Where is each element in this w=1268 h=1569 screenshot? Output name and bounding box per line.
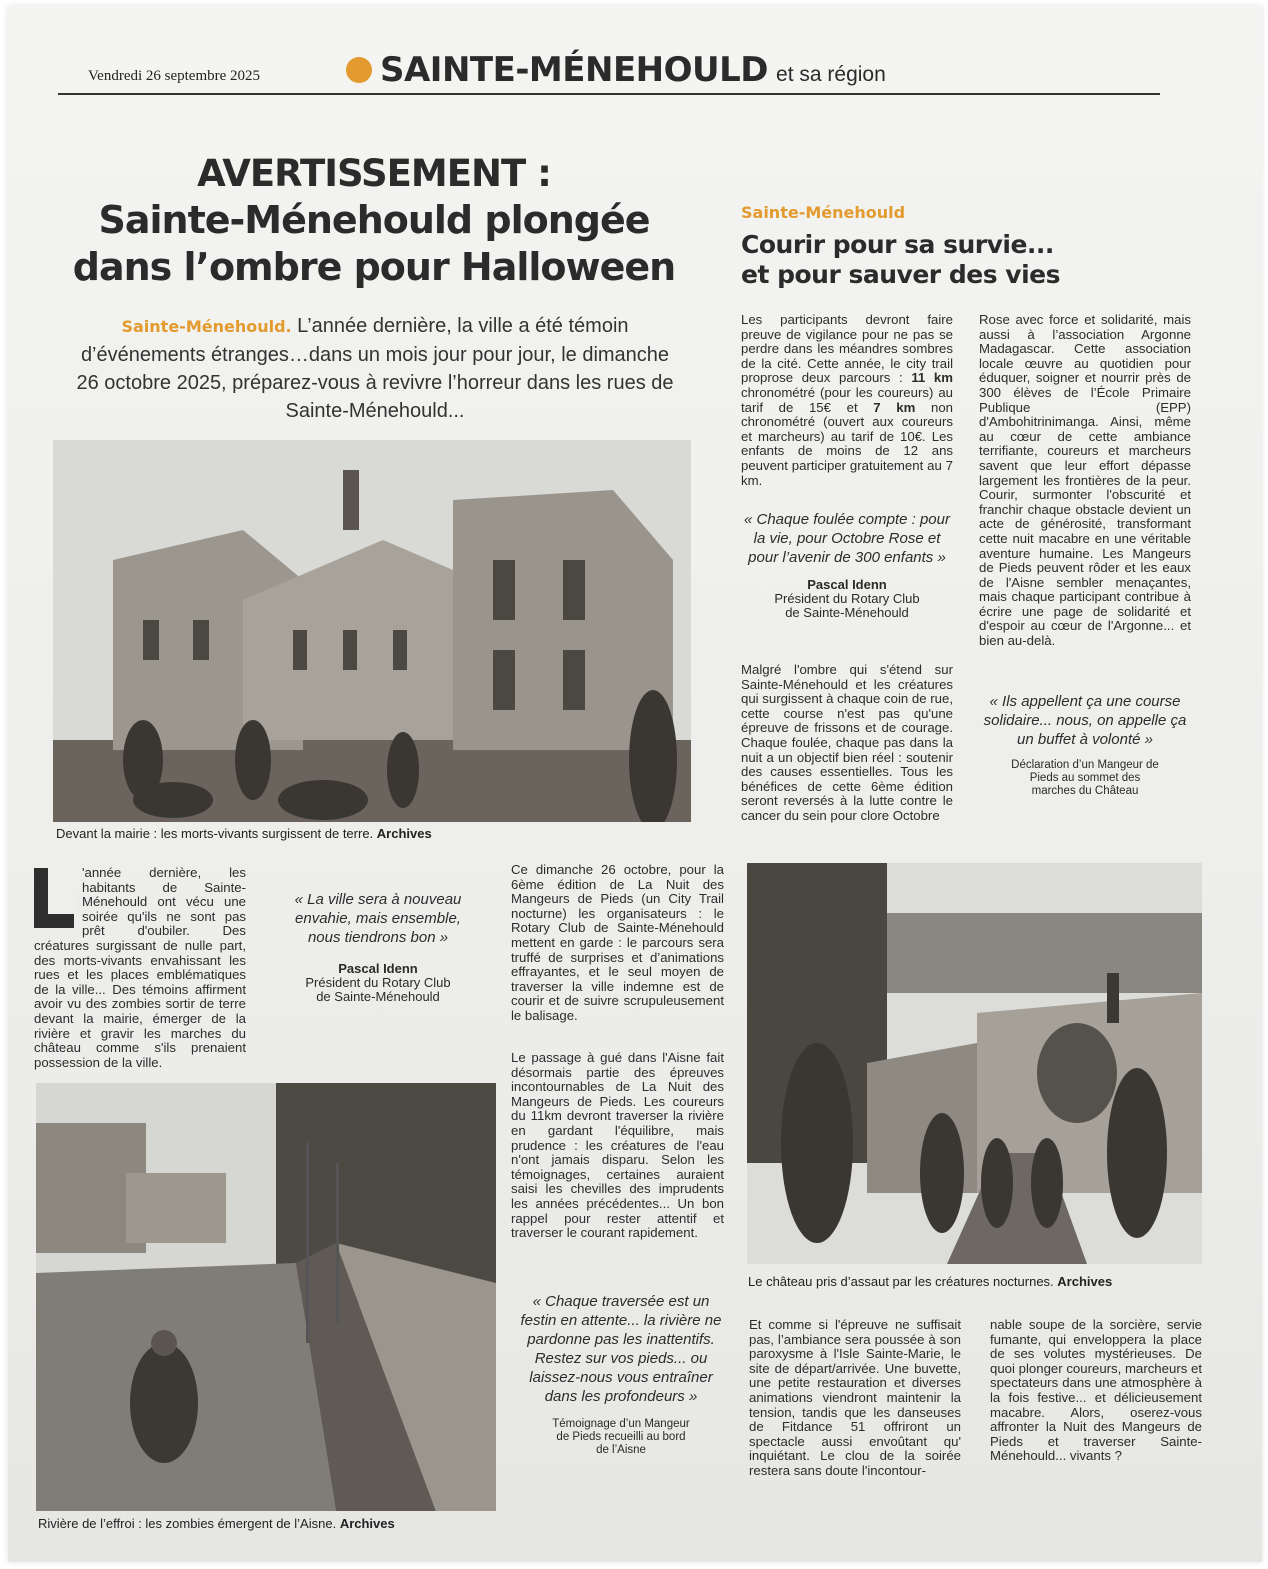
drop-cap-letter	[34, 868, 74, 928]
header-rule	[58, 93, 1160, 95]
quote-attribution: marches du Château	[1031, 785, 1139, 797]
caption-credit: Archives	[1057, 1274, 1113, 1289]
text-run: non chronométré (ouvert aux coureurs et marcheurs) au tarif de 10€. Les enfants de moins de 12 ans peuvent participer gratuitement au 7 km.	[741, 399, 954, 488]
quote-role: Président du Rotary Club	[774, 591, 920, 606]
main-body-4: Et comme si l'épreuve ne suffisait pas, l’ambiance sera poussée à son paroxysme à l'Isle Sainte-Marie, le site de départ/arrivée. Une buvette, une petite restauration et diverses animations viendront maintenir la tension, tandis que les danseuses de Fitdance 51 offriront un spectacle aussi envoûtant qu' inquiétant. Le clou de la soirée restera sans doute l'incontour-	[749, 1317, 961, 1478]
main-body-5: nable soupe de la sorcière, servie fumante, qui enveloppera la place de ses volutes mystérieuses. De quoi plonger coureurs, marcheurs et spectateurs dans une atmosphère à la fois festive... et délicieusement macabre. Alors, oserez-vous affronter la Nuit des Mangeurs de Pieds et traverser Sainte-Ménehould... vivants ?	[990, 1317, 1202, 1464]
section-masthead	[346, 50, 886, 90]
castle-stairs-zombies-photo	[747, 863, 1202, 1264]
issue-date: Vendredi 26 septembre 2025	[88, 68, 261, 84]
main-headline	[34, 150, 714, 291]
section-subtitle: et sa région	[776, 63, 886, 86]
caption-credit: Archives	[376, 826, 432, 841]
photo1-caption	[56, 826, 432, 841]
main-pull-quote-1	[278, 890, 478, 1004]
side-headline-line-1: Courir pour sa survie...	[741, 230, 1054, 259]
side-headline	[741, 230, 1060, 290]
section-title: SAINTE-MÉNEHOULD	[380, 50, 769, 90]
quote-role: de Sainte-Ménehould	[785, 605, 909, 620]
caption-text: Devant la mairie : les morts-vivants surgissent de terre.	[56, 826, 374, 841]
main-body-3: Le passage à gué dans l'Aisne fait désormais partie des épreuves incontournables de La Nuit des Mangeurs de Pieds. Les coureurs du 11km devront traverser la rivière en gardant l'équilibre, mais prudence : les créatures de l'eau n'ont jamais disparu. Selon les témoignages, certaines auraient saisi les chevilles des imprudents les années précédentes... Un bon rappel pour rester attentif et traverser le courant rapidement.	[511, 1050, 724, 1241]
caption-credit: Archives	[339, 1516, 395, 1531]
side-paragraph-1	[741, 313, 953, 488]
quote-text: « Ils appellent ça une course solidaire... nous, on appelle ça un buffet à volonté »	[983, 693, 1187, 748]
quote-attribution: de Pieds recueilli au bord	[556, 1431, 686, 1443]
orange-dot-icon	[346, 57, 372, 83]
quote-attribution: Pieds au sommet des	[1029, 772, 1141, 784]
quote-author: Pascal Idenn	[338, 961, 418, 976]
caption-text: Rivière de l’effroi : les zombies émergent de l’Aisne.	[38, 1516, 337, 1531]
photo2-caption	[38, 1516, 395, 1531]
distance-7km: 7 km	[873, 399, 916, 415]
caption-text: Le château pris d’assaut par les créatures nocturnes.	[748, 1274, 1054, 1289]
side-paragraph-2: Malgré l'ombre qui s'étend sur Sainte-Ménehould et les créatures qui surgissent à chaque coin de rue, cette course n'est pas qu'une épreuve de frissons et de courage. Chaque foulée, chaque pas dans la nuit a un objectif bien réel : soutenir des causes essentielles. Tous les bénéfices de cette 6ème édition seront reversés à la lutte contre le cancer du sein pour clore Octobre	[741, 662, 953, 823]
lead-text: L’année dernière, la ville a été témoin d’événements étranges…dans un mois jour pour jour, le dimanche 26 octobre 2025, préparez-vous à revivre l’horreur dans les rues de Sainte-Ménehould...	[76, 315, 674, 422]
quote-text: « La ville sera à nouveau envahie, mais ensemble, nous tiendrons bon »	[294, 891, 462, 946]
town-hall-zombies-photo	[53, 440, 691, 822]
side-kicker: Sainte-Ménehould	[741, 203, 906, 222]
distance-11km: 11 km	[911, 370, 953, 386]
quote-author: Pascal Idenn	[807, 577, 887, 592]
headline-line-2: Sainte-Ménehould plongée	[98, 198, 650, 242]
quote-text: « Chaque traversée est un festin en attente... la rivière ne pardonne pas les inattentifs. Restez sur vos pieds... ou laissez-nous vous entraîner dans les profondeurs »	[520, 1293, 722, 1405]
side-paragraph-3: Rose avec force et solidarité, mais aussi à l’association Argonne Madagascar. Cette association locale œuvre au quotidien pour éduquer, soigner et nourrir près de 300 élèves de l’École Primaire Publique (EPP) d'Ambohitrinimanga. Ainsi, même au cœur de cette ambiance terrifiante, coureurs et marcheurs savent que leur effort dépasse largement les frontières de la peur. Courir, surmonter l'obscurité et franchir chaque obstacle devient un acte de générosité, transformant cette nuit macabre en une véritable aventure humaine. Les Mangeurs de Pieds peuvent rôder et les eaux de l'Aisne sembler menaçantes, mais chaque participant contribue à écrire une page de solidarité et d'espoir au cœur de l'Argonne... et bien au-delà.	[979, 312, 1191, 649]
main-body-1	[34, 866, 246, 1070]
side-pull-quote-1	[741, 510, 953, 620]
main-body-2: Ce dimanche 26 octobre, pour la 6ème édition de La Nuit des Mangeurs de Pieds (un City Trail nocturne) les organisateurs : le Rotary Club de Sainte-Ménehould mettent en garde : le parcours sera truffé de surprises et d’animations effrayantes, et le seul moyen de traverser la ville indemne est de courir et de suivre scrupuleusement le balisage.	[511, 862, 724, 1023]
headline-line-1: AVERTISSEMENT :	[197, 152, 551, 195]
lead-paragraph	[70, 312, 680, 425]
quote-text: « Chaque foulée compte : pour la vie, pour Octobre Rose et pour l’avenir de 300 enfants »	[744, 511, 950, 566]
body-text: 'année dernière, les habitants de Sainte-Ménehould ont vécu une soirée qu'ils ne sont pas prêt d'oubiler. Des créatures surgissant de nulle part, des morts-vivants envahissant les rues et les places emblématiques de la ville... Des témoins affirment avoir vu des zombies sortir de terre devant la mairie, émerger de la rivière et gravir les marches du château comme s'ils prenaient possession de la ville.	[34, 865, 246, 1070]
lead-kicker: Sainte-Ménehould.	[121, 317, 292, 336]
side-headline-line-2: et pour sauver des vies	[741, 260, 1060, 289]
main-pull-quote-2	[515, 1292, 727, 1457]
drop-cap	[34, 868, 74, 928]
side-pull-quote-2	[979, 692, 1191, 798]
photo3-caption	[748, 1274, 1112, 1289]
quote-role: Président du Rotary Club	[305, 975, 451, 990]
text-run: Les participants devront faire preuve de vigilance pour ne pas se perdre dans les méandres sombres de la cité. Cette année, le city trail proprose deux parcours :	[741, 312, 953, 386]
river-zombie-photo	[36, 1083, 496, 1511]
quote-attribution: Déclaration d’un Mangeur de	[1011, 759, 1159, 771]
headline-line-3: dans l’ombre pour Halloween	[72, 245, 676, 289]
quote-attribution: de l’Aisne	[596, 1444, 646, 1456]
text-run: chronométré (pour les coureurs) au tarif de 15€ et	[741, 384, 953, 415]
quote-attribution: Témoignage d’un Mangeur	[552, 1418, 690, 1430]
quote-role: de Sainte-Ménehould	[316, 989, 440, 1004]
